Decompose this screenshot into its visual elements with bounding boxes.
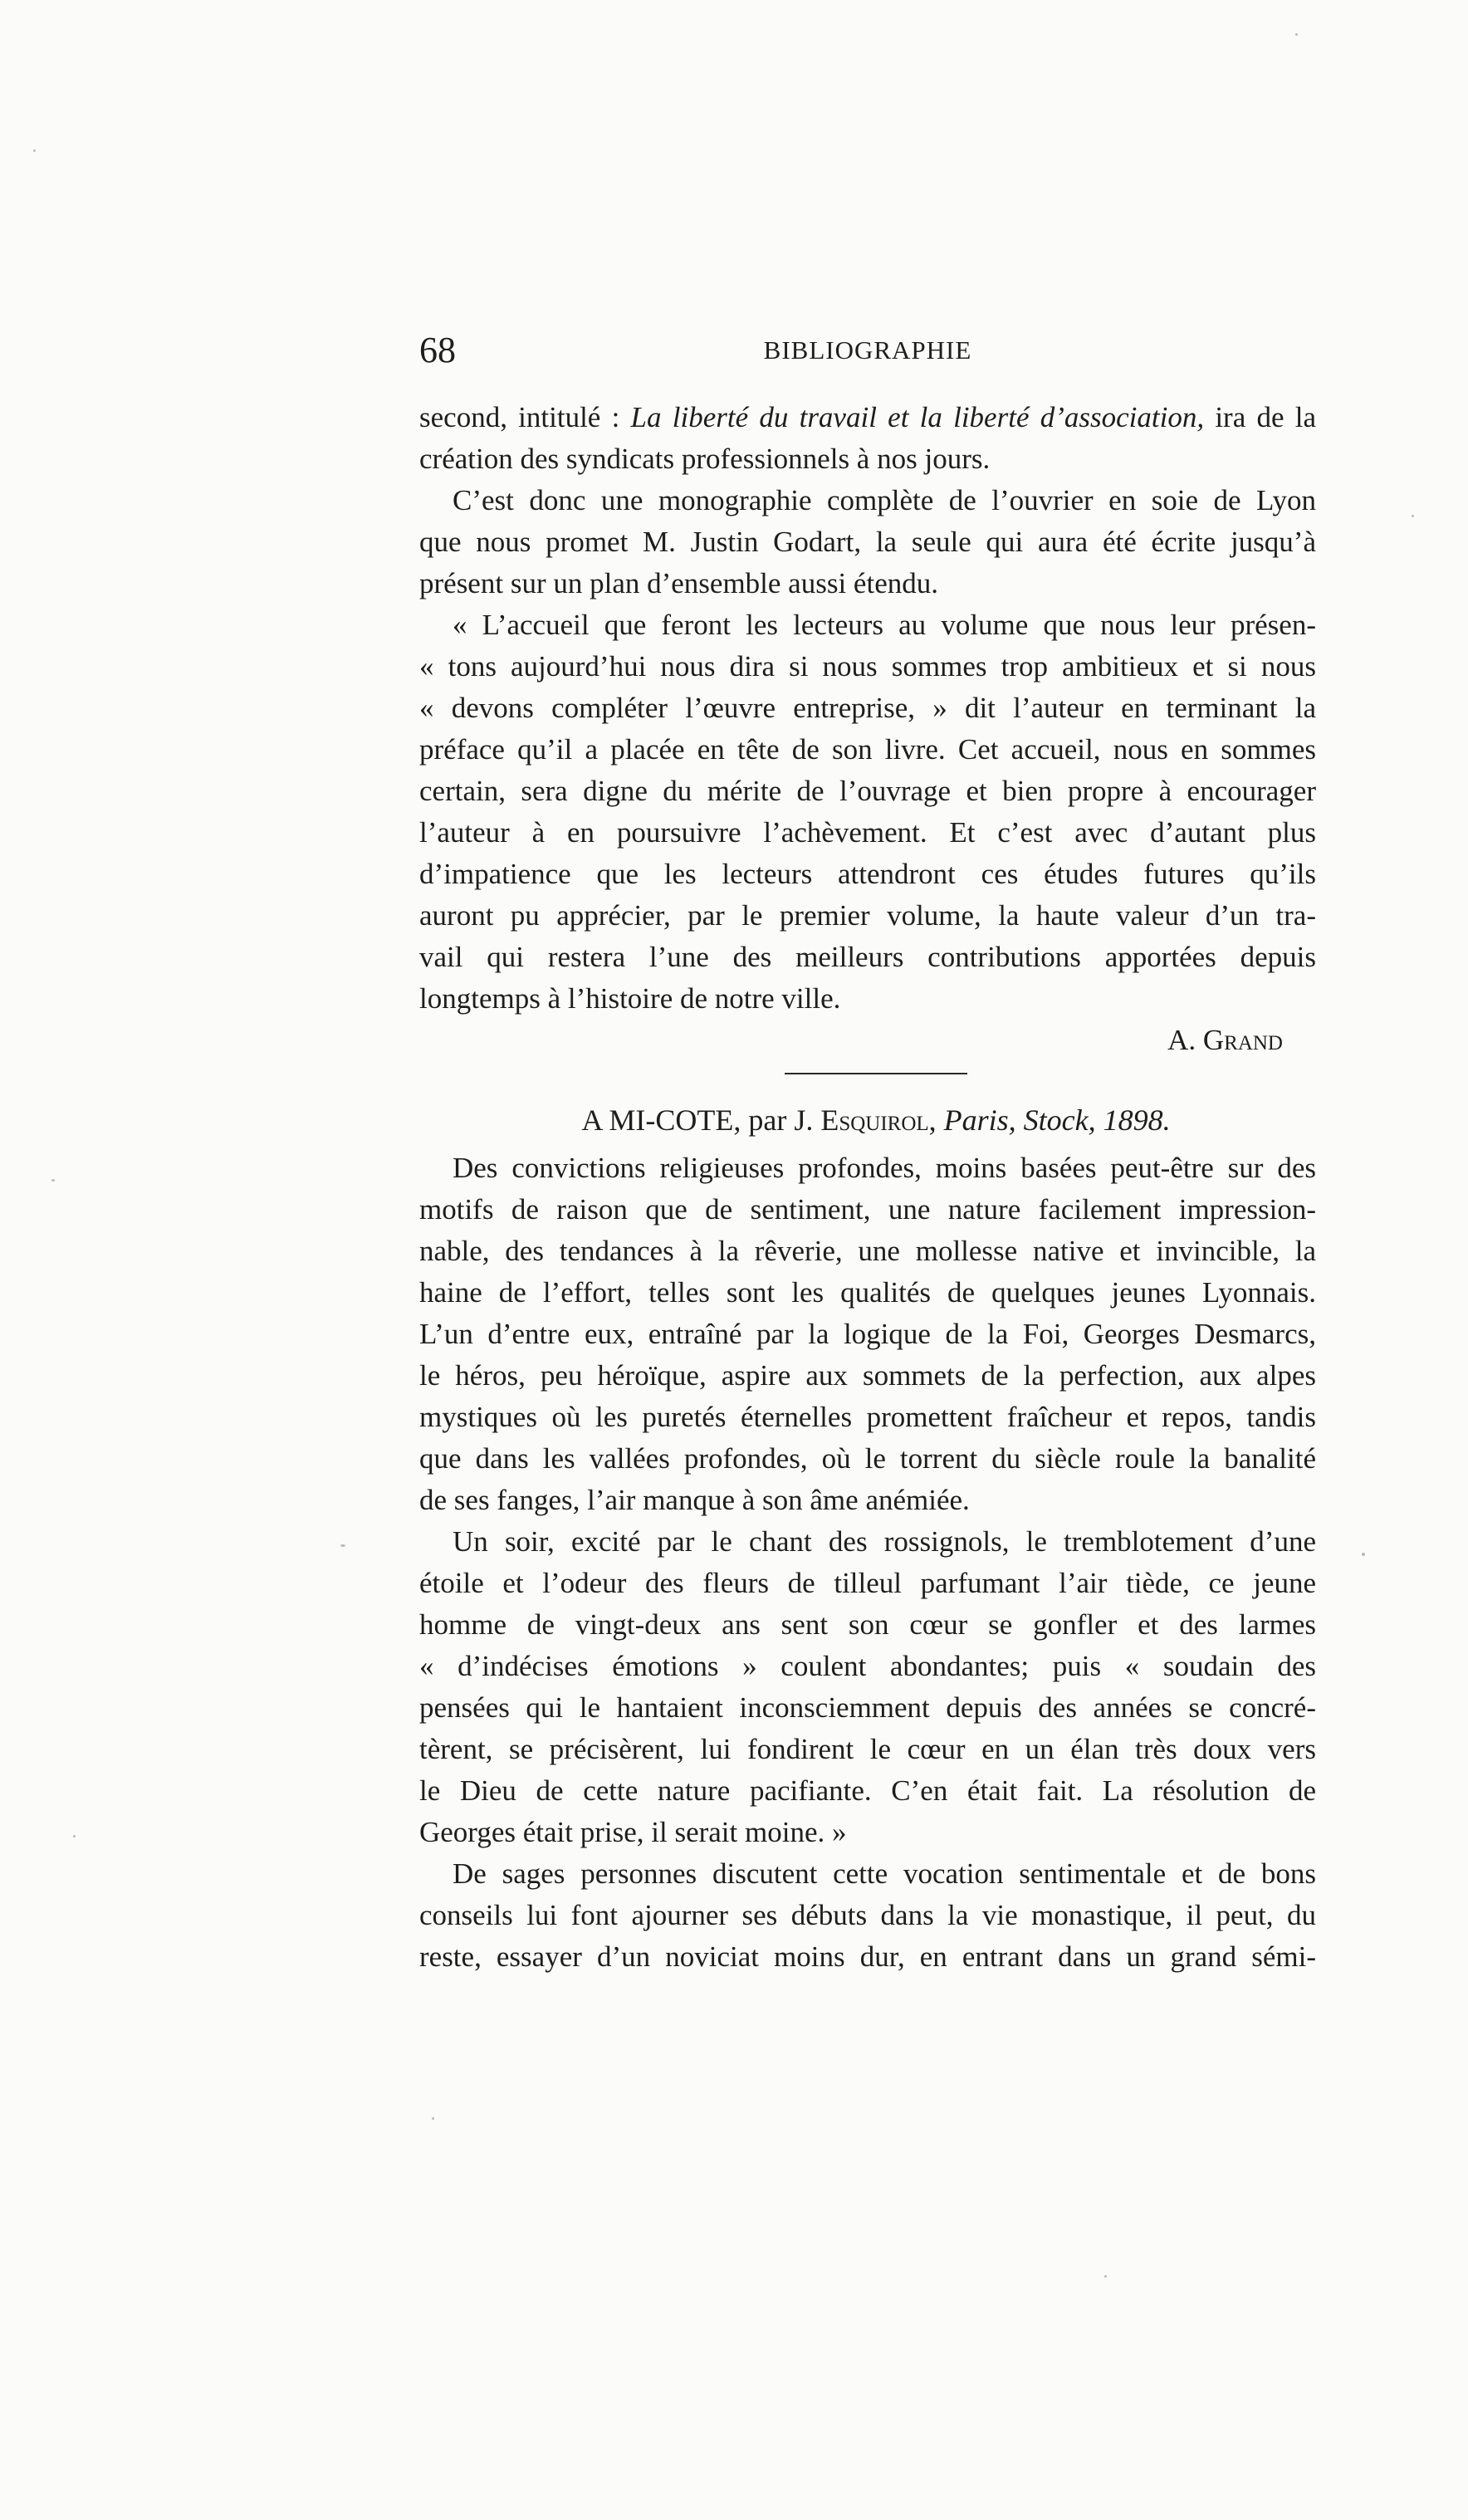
scan-speck — [1362, 1553, 1365, 1556]
text-line: Un soir, excité par le chant des rossignols, le tremblotement d’une — [453, 1525, 1316, 1558]
review-heading: A MI-COTE, par J. Esquirol, Paris, Stock, 1898. — [581, 1103, 1171, 1137]
scan-speck — [1295, 33, 1298, 36]
text-line: l’auteur à en poursuivre l’achèvement. Et c’est avec d’autant plus — [419, 816, 1316, 849]
text-line: présent sur un plan d’ensemble aussi étendu. — [419, 567, 938, 599]
body-text — [419, 397, 1316, 1978]
text-line: longtemps à l’histoire de notre ville. — [419, 982, 841, 1015]
signature: A. Grand — [1167, 1024, 1283, 1056]
text-line: Georges était prise, il serait moine. » — [419, 1816, 847, 1848]
scan-speck — [73, 1835, 76, 1837]
text-line: de ses fanges, l’air manque à son âme anémiée. — [419, 1484, 970, 1516]
review-imprint: Paris, Stock, 1898. — [943, 1103, 1171, 1137]
scan-speck — [1412, 515, 1414, 517]
text-line: création des syndicats professionnels à nos jours. — [419, 443, 991, 475]
scan-speck — [432, 2117, 434, 2120]
text-line: mystiques où les puretés éternelles promettent fraîcheur et repos, tandis — [419, 1401, 1316, 1433]
text-line: L’un d’entre eux, entraîné par la logique de la Foi, Georges Desmarcs, — [419, 1318, 1316, 1350]
text-line: « tons aujourd’hui nous dira si nous sommes trop ambitieux et si nous — [419, 650, 1316, 683]
text-line: haine de l’effort, telles sont les qualités de quelques jeunes Lyonnais. — [419, 1276, 1316, 1309]
text-line: préface qu’il a placée en tête de son livre. Cet accueil, nous en sommes — [419, 733, 1316, 766]
text-line: auront pu apprécier, par le premier volume, la haute valeur d’un tra- — [419, 899, 1316, 932]
text-line: étoile et l’odeur des fleurs de tilleul parfumant l’air tiède, ce jeune — [419, 1567, 1316, 1599]
review-author: Esquirol — [820, 1103, 929, 1137]
text-line: homme de vingt-deux ans sent son cœur se gonfler et des larmes — [419, 1608, 1316, 1641]
section-divider — [419, 1061, 1316, 1093]
text-line: que nous promet M. Justin Godart, la seule qui aura été écrite jusqu’à — [419, 526, 1316, 558]
text-line: reste, essayer d’un noviciat moins dur, en entrant dans un grand sémi- — [419, 1940, 1316, 1973]
text-line: le Dieu de cette nature pacifiante. C’en était fait. La résolution de — [419, 1774, 1316, 1807]
text-line: vail qui restera l’une des meilleurs contributions apportées depuis — [419, 941, 1316, 973]
scan-speck — [33, 149, 36, 152]
text-line: « devons compléter l’œuvre entreprise, » dit l’auteur en terminant la — [419, 692, 1316, 724]
text-line: certain, sera digne du mérite de l’ouvrage et bien propre à encourager — [419, 775, 1316, 807]
text-line: C’est donc une monographie complète de l’ouvrier en soie de Lyon — [453, 484, 1316, 516]
text-line: De sages personnes discutent cette vocation sentimentale et de bons — [453, 1857, 1316, 1890]
text-line: le héros, peu héroïque, aspire aux sommets de la perfection, aux alpes — [419, 1359, 1316, 1392]
page-number: 68 — [419, 330, 456, 370]
scan-speck — [1104, 2275, 1107, 2278]
text-line: tèrent, se précisèrent, lui fondirent le cœur en un élan très doux vers — [419, 1733, 1316, 1765]
scan-speck — [51, 1179, 55, 1182]
running-title: BIBLIOGRAPHIE — [763, 335, 972, 365]
text-line: conseils lui font ajourner ses débuts dans la vie monastique, il peut, du — [419, 1899, 1316, 1931]
scan-speck — [340, 1544, 345, 1547]
divider-rule — [785, 1073, 967, 1074]
text-line: nable, des tendances à la rêverie, une mollesse native et invincible, la — [419, 1235, 1316, 1267]
running-head — [419, 317, 1316, 384]
text-line: « d’indécises émotions » coulent abondantes; puis « soudain des — [419, 1650, 1316, 1682]
text-line: que dans les vallées profondes, où le torrent du siècle roule la banalité — [419, 1442, 1316, 1475]
text-line: pensées qui le hantaient inconsciemment depuis des années se concré- — [419, 1691, 1316, 1724]
text-line: second, intitulé : La liberté du travail et la liberté d’association, ira de la — [419, 401, 1316, 433]
text-line: motifs de raison que de sentiment, une nature facilement impression- — [419, 1193, 1316, 1226]
text-line: « L’accueil que feront les lecteurs au volume que nous leur présen- — [453, 609, 1316, 641]
text-line: Des convictions religieuses profondes, moins basées peut-être sur des — [453, 1152, 1316, 1184]
book-title-italic: La liberté du travail et la liberté d’association, — [630, 401, 1205, 433]
text-line: d’impatience que les lecteurs attendront ces études futures qu’ils — [419, 858, 1316, 890]
